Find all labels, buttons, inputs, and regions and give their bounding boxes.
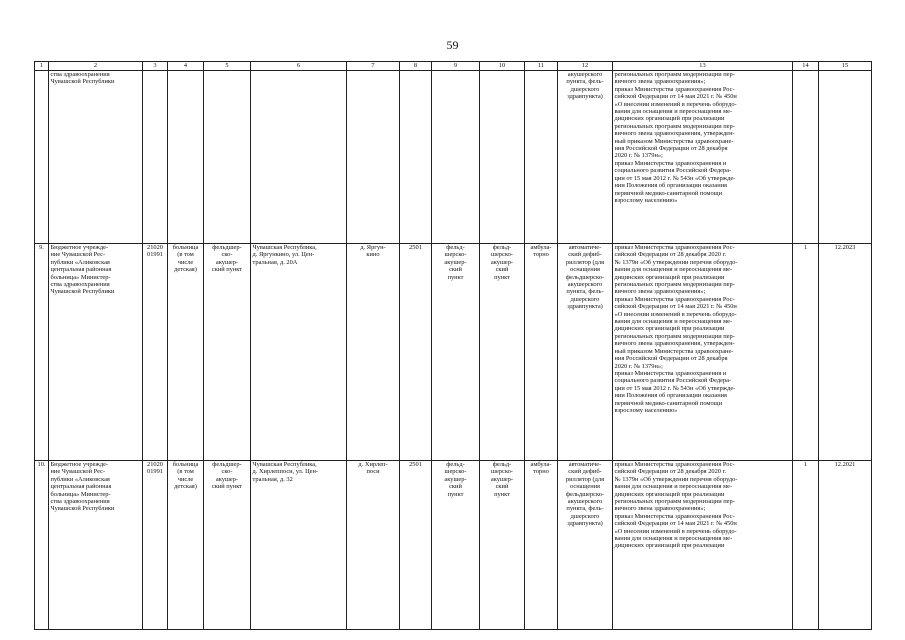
equipment-table bbox=[34, 61, 872, 630]
unit-subtype bbox=[480, 71, 525, 244]
equipment-name: автоматиче- ский дефиб- риллятор (для оснащения фельдшерско- акушерского пункта, фель- дшерского здравпункта) bbox=[558, 244, 613, 461]
unit-type bbox=[432, 71, 480, 244]
settlement-name: д. Яргун- кино bbox=[347, 244, 400, 461]
unit-type: фельд- шерско- акушер- ский пункт bbox=[432, 461, 480, 630]
organization-name: Бюджетное учрежде- ние Чувашской Рес- публики «Аликовская центральная районная больница» Министер- ства здравоохранения Чувашской Республики bbox=[49, 461, 143, 630]
row-index bbox=[35, 71, 49, 244]
column-number: 11 bbox=[525, 62, 558, 71]
table-row bbox=[35, 71, 872, 244]
organization-name: ства здравоохранения Чувашской Республики bbox=[49, 71, 143, 244]
care-conditions: амбула- торно bbox=[525, 461, 558, 630]
organization-code bbox=[143, 71, 168, 244]
settlement-name bbox=[347, 71, 400, 244]
column-number: 12 bbox=[558, 62, 613, 71]
facility-type bbox=[204, 71, 251, 244]
delivery-date bbox=[819, 71, 872, 244]
organization-type: больница (в том числе детская) bbox=[168, 461, 204, 630]
column-number: 8 bbox=[400, 62, 432, 71]
facility-type: фельдшер- ско- акушер- ский пункт bbox=[204, 244, 251, 461]
unit-subtype: фельд- шерско- акушер- ский пункт bbox=[480, 461, 525, 630]
column-number: 14 bbox=[793, 62, 819, 71]
facility-address: Чувашская Республика, д. Хирлеппоси, ул. Цен- тральная, д. 32 bbox=[251, 461, 347, 630]
regulatory-basis: региональных программ модернизации пер- вичного звена здравоохранения»; приказ Министерства здравоохранения Рос- сийской Федерации от 14 мая 2021 г. № 450н «О внесении изменений в перечень оборудо- вания для оснащения и переоснащения ме- дицинских организаций при реализации региональных программ модернизации пер- вичного звена здравоохранения, утвержден- ный приказом Министерства здравоохране- ния Российской Федерации от 28 декабря 2020 г. № 1379н»; приказ Министерства здравоохранения и социального развития Российской Федера- ции от 15 мая 2012 г. № 543н «Об утвержде- нии Положения об организации оказания первичной медико-санитарной помощи взрослому населению» bbox=[613, 71, 793, 244]
column-number: 15 bbox=[819, 62, 872, 71]
equipment-quantity: 1 bbox=[793, 244, 819, 461]
row-index: 10. bbox=[35, 461, 49, 630]
facility-address: Чувашская Республика, д. Яргункино, ул. Цен- тральная, д. 20А bbox=[251, 244, 347, 461]
table-row bbox=[35, 244, 872, 461]
column-number: 9 bbox=[432, 62, 480, 71]
equipment-quantity bbox=[793, 71, 819, 244]
column-number: 4 bbox=[168, 62, 204, 71]
column-number: 7 bbox=[347, 62, 400, 71]
column-number-row bbox=[35, 62, 872, 71]
delivery-date: 12.2023 bbox=[819, 244, 872, 461]
column-number: 2 bbox=[49, 62, 143, 71]
organization-type: больница (в том числе детская) bbox=[168, 244, 204, 461]
facility-type: фельдшер- ско- акушер- ский пункт bbox=[204, 461, 251, 630]
equipment-quantity: 1 bbox=[793, 461, 819, 630]
regulatory-basis: приказ Министерства здравоохранения Рос- сийской Федерации от 28 декабря 2020 г. № 1379н «Об утверждении перечня оборудо- вания для оснащения и переоснащения ме- дицинских организаций при реализации региональных программ модернизации пер- вичного звена здравоохранения»; приказ Министерства здравоохранения Рос- сийской Федерации от 14 мая 2021 г. № 450н «О внесении изменений в перечень оборудо- вания для оснащения и переоснащения ме- дицинских организаций при реализации региональных программ модернизации пер- вичного звена здравоохранения, утвержден- ный приказом Министерства здравоохране- ния Российской Федерации от 28 декабря 2020 г. № 1379н»; приказ Министерства здравоохранения и социального развития Российской Федера- ции от 15 мая 2012 г. № 543н «Об утвержде- нии Положения об организации оказания первичной медико-санитарной помощи взрослому населению» bbox=[613, 244, 793, 461]
table-row bbox=[35, 461, 872, 630]
care-conditions: амбула- торно bbox=[525, 244, 558, 461]
population-count: 2501 bbox=[400, 244, 432, 461]
column-number: 6 bbox=[251, 62, 347, 71]
organization-code: 21020 01991 bbox=[143, 461, 168, 630]
equipment-name: акушерского пункта, фель- дшерского здравпункта) bbox=[558, 71, 613, 244]
facility-address bbox=[251, 71, 347, 244]
population-count bbox=[400, 71, 432, 244]
page-number: 59 bbox=[446, 38, 459, 52]
column-number: 13 bbox=[613, 62, 793, 71]
care-conditions bbox=[525, 71, 558, 244]
column-number: 1 bbox=[35, 62, 49, 71]
population-count: 2501 bbox=[400, 461, 432, 630]
row-index: 9. bbox=[35, 244, 49, 461]
organization-name: Бюджетное учрежде- ние Чувашской Рес- публики «Аликовская центральная районная больница» Министер- ства здравоохранения Чувашской Республики bbox=[49, 244, 143, 461]
unit-subtype: фельд- шерско- акушер- ский пункт bbox=[480, 244, 525, 461]
organization-type bbox=[168, 71, 204, 244]
delivery-date: 12.2021 bbox=[819, 461, 872, 630]
regulatory-basis: приказ Министерства здравоохранения Рос- сийской Федерации от 28 декабря 2020 г. № 1379н «Об утверждении перечня оборудо- вания для оснащения и переоснащения ме- дицинских организаций при реализации региональных программ модернизации пер- вичного звена здравоохранения»; приказ Министерства здравоохранения Рос- сийской Федерации от 14 мая 2021 г. № 450н «О внесении изменений в перечень оборудо- вания для оснащения и переоснащения ме- дицинских организаций при реализации bbox=[613, 461, 793, 630]
column-number: 5 bbox=[204, 62, 251, 71]
unit-type: фельд- шерско- акушер- ский пункт bbox=[432, 244, 480, 461]
settlement-name: д. Хирлеп- поси bbox=[347, 461, 400, 630]
column-number: 3 bbox=[143, 62, 168, 71]
equipment-name: автоматиче- ский дефиб- риллятор (для оснащения фельдшерско- акушерского пункта, фель- дшерского здравпункта) bbox=[558, 461, 613, 630]
column-number: 10 bbox=[480, 62, 525, 71]
organization-code: 21020 01991 bbox=[143, 244, 168, 461]
